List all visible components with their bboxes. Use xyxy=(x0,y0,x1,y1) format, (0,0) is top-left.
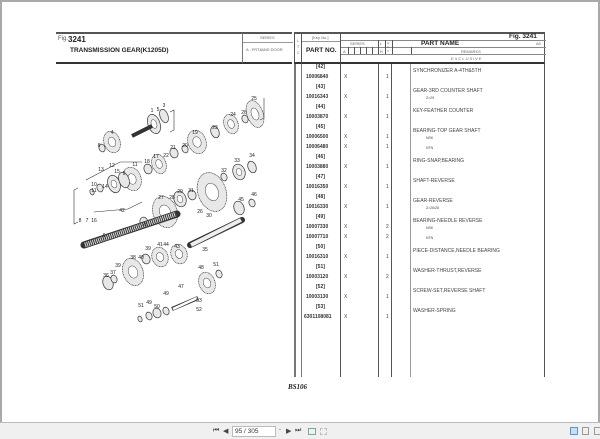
qty-label: Q T Y xyxy=(387,41,390,53)
part-number: 10006840 xyxy=(306,74,329,80)
callout-number: 26 xyxy=(197,209,203,215)
callout-number: 24 xyxy=(230,112,236,118)
part-name: WASHER-SPRING xyxy=(413,308,456,314)
callout-number: 34 xyxy=(249,153,255,159)
key-number: [43] xyxy=(316,84,325,90)
callout-number: 12 xyxy=(109,163,115,169)
input-shaft xyxy=(132,126,152,136)
callout-number: 15 xyxy=(114,169,120,175)
part-name: SHAFT-REVERSE xyxy=(413,178,455,184)
grouping-bracket xyxy=(170,110,174,132)
quantity: 1 xyxy=(386,134,389,140)
callout-number: 7 xyxy=(85,218,89,224)
callout-number: 11 xyxy=(132,162,138,168)
callout-number: 51 xyxy=(213,262,219,268)
callout-number: 41 xyxy=(157,242,163,248)
series-box xyxy=(242,32,292,64)
callout-number: 45 xyxy=(238,197,244,203)
callout-number: 32 xyxy=(221,168,227,174)
quantity: 1 xyxy=(386,74,389,80)
key-number: [44] xyxy=(316,104,325,110)
callout-number: 49 xyxy=(163,291,169,297)
series-mark: X xyxy=(344,274,348,280)
gear-part xyxy=(145,311,153,321)
callout-number: 20 xyxy=(182,143,188,149)
key-no-label: [Key No.] xyxy=(312,35,329,40)
callout-number: 43 xyxy=(174,244,180,250)
series-mark: X xyxy=(344,164,348,170)
key-number: [49] xyxy=(316,214,325,220)
a0-label: A0 xyxy=(536,41,541,46)
callout-number: 50 xyxy=(154,304,160,310)
callout-number: 18 xyxy=(144,159,150,165)
callout-number: 46 xyxy=(251,192,257,198)
part-no-header xyxy=(302,32,340,64)
viewer-toolbar xyxy=(0,422,600,439)
callout-number: 17 xyxy=(153,154,159,160)
part-name-label: PART NAME xyxy=(421,40,460,47)
part-number: 10003120 xyxy=(306,274,329,280)
grouping-bracket xyxy=(94,202,142,212)
quantity: 1 xyxy=(386,204,389,210)
ltc-label: L T C xyxy=(297,39,300,55)
callout-number: 4 xyxy=(110,130,114,136)
reverse-shaft-fill xyxy=(173,298,197,309)
remark: NSK xyxy=(426,226,434,230)
remark: NSK xyxy=(426,136,434,140)
part-name: RING-SNAP,BEARING xyxy=(413,158,465,164)
callout-number: 36 xyxy=(103,273,109,279)
callout-number: 38 xyxy=(130,255,136,261)
series-mark: X xyxy=(344,254,348,260)
gear-part xyxy=(215,269,223,279)
single-page-view-icon[interactable] xyxy=(570,427,578,435)
quantity: 2 xyxy=(386,234,389,240)
series-mark: X xyxy=(344,94,348,100)
callout-number: 6 xyxy=(102,233,106,239)
figure-title: TRANSMISSION GEAR(K1205D) xyxy=(70,47,169,54)
callout-number: 39 xyxy=(145,246,151,252)
callout-number: 33 xyxy=(234,158,240,164)
callout-number: 19 xyxy=(192,130,198,136)
callout-number: 3 xyxy=(162,103,166,109)
callout-number: 6 xyxy=(97,143,101,149)
series-mark: X xyxy=(344,224,348,230)
callout-number: 1 xyxy=(150,108,154,114)
callout-number: 22 xyxy=(163,153,169,159)
gear-part xyxy=(137,315,143,322)
first-page-button[interactable]: ⏮ xyxy=(213,427,220,434)
quantity: 1 xyxy=(386,114,389,120)
part-no-label: PART NO. xyxy=(306,47,337,54)
remarks-label: REMARKS xyxy=(461,49,481,54)
page-dropdown-icon[interactable]: - xyxy=(279,427,281,433)
series-mark: X xyxy=(344,114,348,120)
series-mark: X xyxy=(344,144,348,150)
series-col-label: SERIES xyxy=(350,41,365,46)
fig-label: Fig. xyxy=(58,36,69,42)
callout-number: 10 xyxy=(91,182,97,188)
part-name: BEARING-NEEDLE REVERSE xyxy=(413,218,483,224)
callout-number: 5 xyxy=(156,107,160,113)
part-name: BEARING-TOP GEAR SHAFT xyxy=(413,128,481,134)
quantity: 1 xyxy=(386,144,389,150)
callout-number: 11 xyxy=(91,188,97,194)
fig-right-label: Fig. 3241 xyxy=(509,33,537,40)
callout-number: 52 xyxy=(196,307,202,313)
callout-number: 9 xyxy=(122,171,126,177)
part-number: 10006500 xyxy=(306,134,329,140)
next-page-button[interactable]: ▶ xyxy=(286,428,292,435)
callout-number: 21 xyxy=(170,145,176,151)
callout-number: 29 xyxy=(177,189,183,195)
series-mark: X xyxy=(344,314,348,320)
last-page-button[interactable]: ⏭ xyxy=(295,427,302,434)
part-number: 10003880 xyxy=(306,164,329,170)
key-number: [51] xyxy=(316,264,325,270)
key-number: [46] xyxy=(316,154,325,160)
two-page-view-icon[interactable] xyxy=(594,427,600,435)
part-name: PIECE-DISTANCE,NEEDLE BEARING xyxy=(413,248,500,254)
part-name: SYNCHRONIZER A-4TH&5TH xyxy=(413,68,482,74)
callout-number: 30 xyxy=(206,213,212,219)
part-number: 6301108081 xyxy=(304,314,332,320)
quantity: 1 xyxy=(386,184,389,190)
part-name: WASHER-THRUST,REVERSE xyxy=(413,268,482,274)
key-number: [42] xyxy=(316,64,325,70)
key-number: [50] xyxy=(316,244,325,250)
remark: NTN xyxy=(426,236,434,240)
key-number: [52] xyxy=(316,284,325,290)
callout-number: 13 xyxy=(98,167,104,173)
part-number: 10016330 xyxy=(306,204,329,210)
callout-number: 25 xyxy=(251,96,257,102)
quantity: 1 xyxy=(386,94,389,100)
series-mark: X xyxy=(344,134,348,140)
quantity: 2 xyxy=(386,224,389,230)
part-name: SCREW-SET,REVERSE SHAFT xyxy=(413,288,486,294)
footer-code: BS106 xyxy=(288,383,308,391)
series-mark: X xyxy=(344,234,348,240)
callout-number: 37 xyxy=(110,270,116,276)
part-number: 10016343 xyxy=(306,94,329,100)
callout-number: 35 xyxy=(202,247,208,253)
callout-number: 31 xyxy=(188,188,194,194)
quantity: 1 xyxy=(386,314,389,320)
callout-number: 26 xyxy=(142,222,148,228)
callout-number: 53 xyxy=(196,298,202,304)
part-number: 10003870 xyxy=(306,114,329,120)
series-a-label: A xyxy=(343,49,346,54)
remark: Z=29 xyxy=(426,96,435,100)
fit-page-icon[interactable] xyxy=(308,428,316,435)
gear-part xyxy=(246,160,258,174)
gear-part xyxy=(162,306,170,316)
fit-width-icon[interactable] xyxy=(320,428,327,435)
remark: Z=26/28 xyxy=(426,206,439,210)
callout-number: 40 xyxy=(138,255,144,261)
key-number: [53] xyxy=(316,304,325,310)
callout-number: 28 xyxy=(169,195,175,201)
callout-number: 27 xyxy=(158,195,164,201)
l-label: L xyxy=(380,41,383,46)
key-number: [45] xyxy=(316,124,325,130)
part-name: GEAR-3RD COUNTER SHAFT xyxy=(413,88,483,94)
callout-number: 23 xyxy=(212,125,218,131)
series-mark: X xyxy=(344,74,348,80)
quantity: 1 xyxy=(386,254,389,260)
quantity: 2 xyxy=(386,274,389,280)
callout-number: 39 xyxy=(115,263,121,269)
callout-number: 42 xyxy=(119,208,125,214)
r-label: R xyxy=(380,49,383,54)
part-name-header xyxy=(340,32,545,64)
page-number-input[interactable]: 95 / 305 xyxy=(232,426,276,437)
part-name: GEAR-REVERSE xyxy=(413,198,453,204)
grouping-bracket xyxy=(74,188,78,224)
previous-page-button[interactable]: ◀ xyxy=(223,428,229,435)
series-label: SERIES xyxy=(260,35,275,40)
series-value: A : FRT&MID DOOR xyxy=(246,47,283,52)
callout-number: 14 xyxy=(102,184,108,190)
callout-number: 44 xyxy=(163,242,169,248)
main-shaft-fill xyxy=(191,220,241,245)
part-number: 10007330 xyxy=(306,224,329,230)
gear-part xyxy=(248,198,256,208)
key-number: [48] xyxy=(316,194,325,200)
series-mark: X xyxy=(344,184,348,190)
callout-number: 47 xyxy=(178,284,184,290)
part-number: 10007710 xyxy=(306,234,329,240)
callout-number: 16 xyxy=(91,218,97,224)
callout-number: 48 xyxy=(198,265,204,271)
callout-number: 26 xyxy=(241,110,247,116)
continuous-view-icon[interactable] xyxy=(582,427,589,435)
fig-number: 3241 xyxy=(68,35,86,44)
part-number: 10006480 xyxy=(306,144,329,150)
quantity: 1 xyxy=(386,294,389,300)
callout-number: 49 xyxy=(146,300,152,306)
key-number: [47] xyxy=(316,174,325,180)
part-number: 10016350 xyxy=(306,184,329,190)
ltc-box xyxy=(294,32,302,64)
exploded-parts-diagram xyxy=(56,66,292,366)
callout-number: 8 xyxy=(78,218,82,224)
series-mark: X xyxy=(344,294,348,300)
part-number: 10016310 xyxy=(306,254,329,260)
exclusive-label: EXCLUSIVE xyxy=(451,56,483,61)
remark: NTN xyxy=(426,146,434,150)
catalog-page xyxy=(56,32,545,407)
series-mark: X xyxy=(344,204,348,210)
quantity: 1 xyxy=(386,164,389,170)
part-name: KEY-FEATHER COUNTER xyxy=(413,108,474,114)
callout-number: 51 xyxy=(138,303,144,309)
part-number: 10003130 xyxy=(306,294,329,300)
